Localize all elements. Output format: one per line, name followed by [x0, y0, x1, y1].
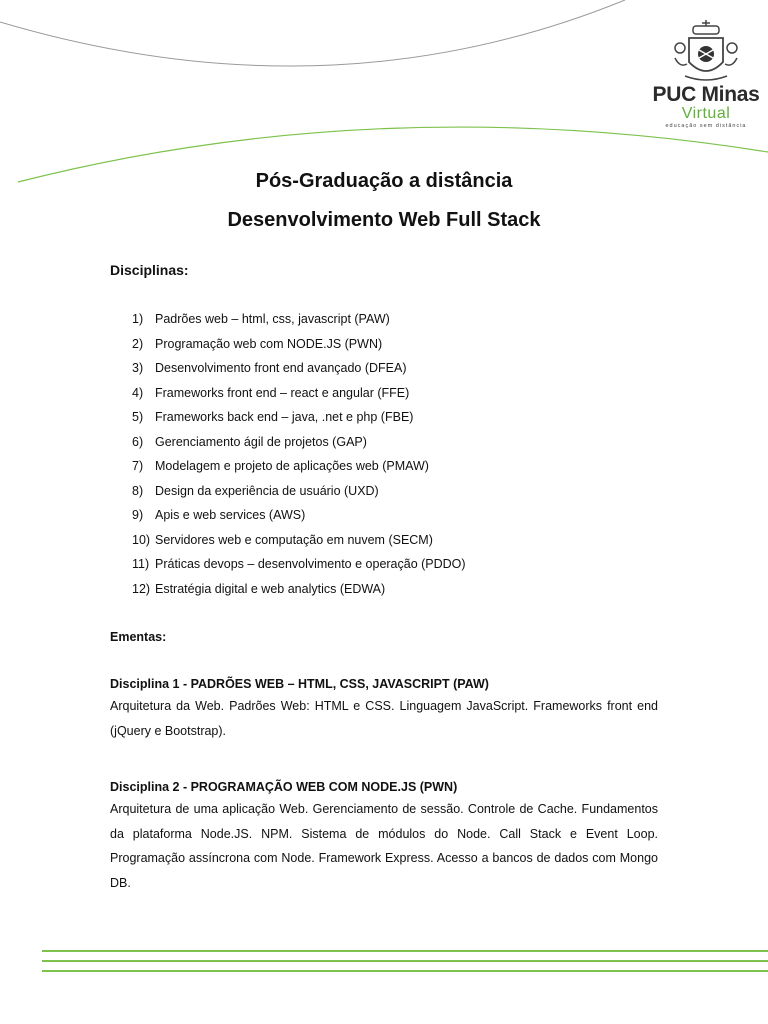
footer-line: [42, 970, 768, 972]
list-item-number: 8): [132, 483, 144, 498]
logo-sub: Virtual: [681, 105, 731, 122]
list-item: [110, 554, 466, 579]
list-item-number: 12): [132, 581, 151, 596]
list-item-text: Frameworks back end – java, .net e php (FBE): [155, 410, 414, 424]
list-item-number: 4): [132, 385, 144, 400]
logo-name: PUC Minas: [652, 83, 760, 106]
list-item-text: Gerenciamento ágil de projetos (GAP): [155, 434, 367, 449]
list-item-number: 9): [132, 508, 144, 522]
list-item: [110, 530, 466, 555]
ementas-heading: Ementas:: [110, 630, 167, 644]
gray-arc: [0, 0, 625, 66]
list-item: [110, 432, 466, 457]
list-item-number: 11): [132, 557, 150, 571]
list-item-text: Frameworks front end – react e angular (FFE): [155, 385, 410, 400]
list-item: [110, 407, 466, 432]
list-item-text: Práticas devops – desenvolvimento e operação (PDDO): [155, 557, 466, 571]
list-item-text: Desenvolvimento front end avançado (DFEA): [155, 361, 407, 375]
footer-line: [42, 950, 768, 952]
list-item-text: Design da experiência de usuário (UXD): [155, 483, 379, 498]
list-item: [110, 579, 466, 604]
ementa-title: Disciplina 1 - PADRÕES WEB – HTML, CSS, JAVASCRIPT (PAW): [110, 677, 489, 691]
list-item: [110, 309, 466, 334]
list-item-number: 2): [132, 336, 144, 351]
list-item-text: Programação web com NODE.JS (PWN): [155, 336, 383, 351]
ementa-text: Arquitetura da Web. Padrões Web: HTML e CSS. Linguagem JavaScript. Frameworks front end (jQuery e Bootstrap).: [110, 699, 658, 738]
list-item-text: Padrões web – html, css, javascript (PAW): [155, 312, 390, 326]
footer-decoration: [42, 950, 768, 980]
list-item-number: 6): [132, 434, 144, 449]
page-title: Pós-Graduação a distância: [255, 170, 513, 192]
puc-emblem-icon: [671, 20, 741, 84]
list-item: [110, 383, 466, 408]
ementa-title: Disciplina 2 - PROGRAMAÇÃO WEB COM NODE.JS (PWN): [110, 780, 458, 794]
list-item: [110, 481, 466, 506]
disciplinas-list: [110, 309, 466, 603]
ementa-section: [110, 674, 658, 743]
puc-minas-logo: [652, 20, 760, 130]
list-item-text: Servidores web e computação em nuvem (SECM): [155, 532, 433, 547]
list-item: [110, 358, 466, 383]
ementa-text: Arquitetura de uma aplicação Web. Gerenciamento de sessão. Controle de Cache. Fundamentos da plataforma Node.JS. NPM. Sistema de módulos do Node. Call Stack e Event Loop. Programação assíncrona com Node. Framework Express. Acesso a bancos de dados com Mongo DB.: [110, 802, 658, 890]
list-item: [110, 505, 466, 530]
list-item-text: Apis e web services (AWS): [155, 508, 306, 522]
list-item-number: 10): [132, 532, 151, 547]
logo-tagline: educação sem distância: [665, 123, 747, 129]
page-subtitle: Desenvolvimento Web Full Stack: [227, 209, 541, 231]
list-item: [110, 456, 466, 481]
list-item-number: 3): [132, 361, 144, 375]
disciplinas-heading: Disciplinas:: [110, 262, 189, 278]
list-item-text: Estratégia digital e web analytics (EDWA): [155, 581, 386, 596]
footer-line: [42, 960, 768, 962]
list-item-number: 7): [132, 459, 144, 473]
list-item-number: 5): [132, 410, 144, 424]
list-item-text: Modelagem e projeto de aplicações web (PMAW): [155, 459, 429, 473]
list-item: [110, 334, 466, 359]
ementa-section: [110, 777, 658, 895]
list-item-number: 1): [132, 312, 144, 326]
